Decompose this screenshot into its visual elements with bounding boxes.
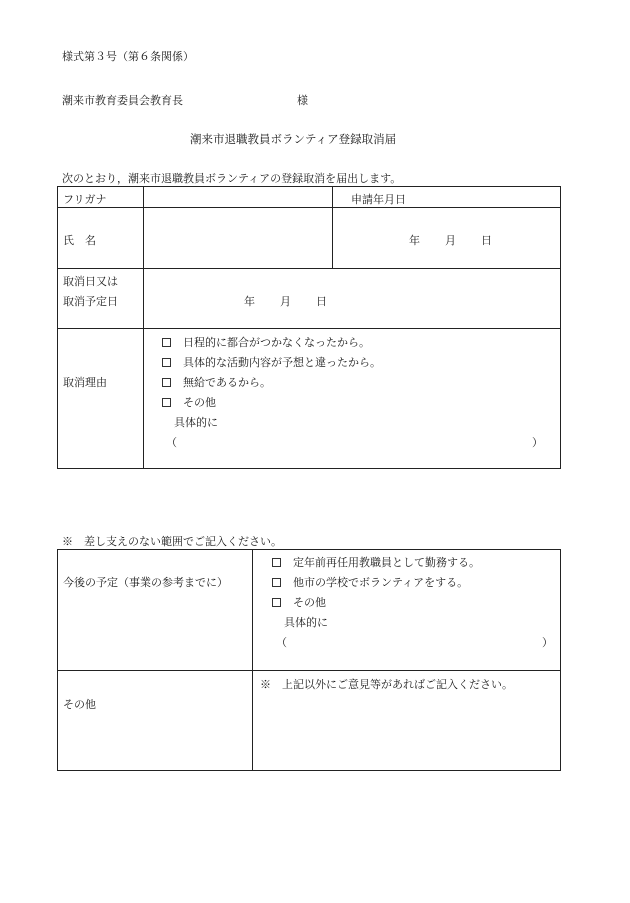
cancel-date-label-1: 取消日又は [63, 275, 118, 288]
intro-text: 次のとおり，潮来市退職教員ボランティアの登録取消を届出します。 [62, 172, 402, 185]
future-specifically-label: 具体的に [284, 616, 328, 629]
future-paren-close: ） [542, 636, 553, 649]
other-comments-field[interactable] [256, 694, 556, 766]
application-day: 日 [481, 234, 492, 247]
reason-option-1[interactable] [162, 334, 370, 350]
checkbox-icon[interactable] [162, 358, 171, 367]
future-option-3[interactable] [272, 594, 326, 610]
reason-label: 取消理由 [63, 376, 107, 389]
reason-option-text: 日程的に都合がつかなくなったから。 [183, 336, 370, 349]
honorific: 様 [297, 94, 308, 107]
application-month: 月 [445, 234, 456, 247]
form-number: 様式第３号（第６条関係） [62, 50, 194, 63]
reason-option-4[interactable] [162, 394, 216, 410]
other-label: その他 [63, 698, 96, 711]
checkbox-icon[interactable] [162, 338, 171, 347]
future-option-text: 定年前再任用教職員として勤務する。 [293, 556, 480, 569]
paren-close: ） [532, 436, 543, 449]
furigana-label: フリガナ [63, 193, 107, 206]
name-field[interactable] [143, 208, 332, 268]
paren-open: （ [166, 436, 177, 449]
name-label: 氏 名 [63, 234, 96, 247]
page-title: 潮来市退職教員ボランティア登録取消届 [190, 132, 397, 146]
reason-option-2[interactable] [162, 354, 381, 370]
reason-option-text: 具体的な活動内容が予想と違ったから。 [183, 356, 381, 369]
future-detail-field[interactable] [290, 634, 540, 648]
cancel-year: 年 [244, 295, 255, 308]
cancel-month: 月 [280, 295, 291, 308]
furigana-field[interactable] [143, 187, 332, 207]
checkbox-icon[interactable] [272, 558, 281, 567]
future-option-text: その他 [293, 596, 326, 609]
note-text: ※ 差し支えのない範囲でご記入ください。 [62, 535, 282, 548]
checkbox-icon[interactable] [272, 578, 281, 587]
specifically-label: 具体的に [174, 416, 218, 429]
reason-option-text: 無給であるから。 [183, 376, 271, 389]
reason-detail-field[interactable] [180, 434, 530, 448]
reason-option-text: その他 [183, 396, 216, 409]
cancel-day: 日 [316, 295, 327, 308]
application-year: 年 [409, 234, 420, 247]
checkbox-icon[interactable] [162, 378, 171, 387]
future-option-text: 他市の学校でボランティアをする。 [293, 576, 469, 589]
addressee: 潮来市教育委員会教育長 [62, 94, 183, 107]
future-paren-open: （ [276, 636, 287, 649]
future-option-1[interactable] [272, 554, 480, 570]
application-date-label: 申請年月日 [351, 193, 406, 206]
future-plan-label: 今後の予定（事業の参考までに） [63, 576, 228, 589]
checkbox-icon[interactable] [162, 398, 171, 407]
other-note: ※ 上記以外にご意見等があればご記入ください。 [260, 678, 513, 691]
reason-option-3[interactable] [162, 374, 271, 390]
checkbox-icon[interactable] [272, 598, 281, 607]
cancel-date-label-2: 取消予定日 [63, 295, 118, 308]
future-option-2[interactable] [272, 574, 468, 590]
